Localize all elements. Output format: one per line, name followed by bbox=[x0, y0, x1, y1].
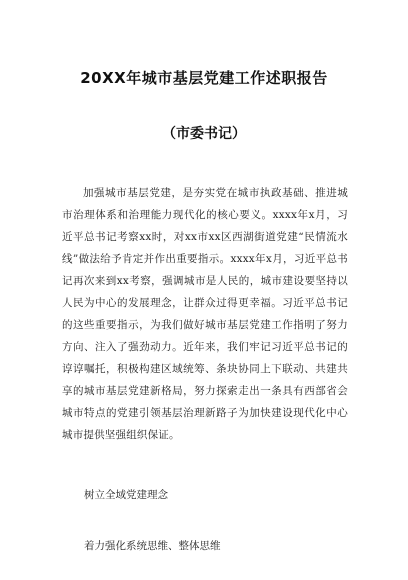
body-paragraph: 加强城市基层党建，是夯实党在城市执政基础、推进城市治理体系和治理能力现代化的核心要义。xxxx年x月，习近平总书记考察xx时，对xx市xx区西湖街道党建“民情流水线”做法给予肯定并作出重要指示。xxxx年x月，习近平总书记再次来到xx考察，强调城市是人民的，城市建设要坚持以人民为中心的发展理念，让群众过得更幸福。习近平总书记的这些重要指示，为我们做好城市基层党建工作指明了努力方向、注入了强劲动力。近年来，我们牢记习近平总书记的谆谆嘱托，积极构建区域统筹、条块协同上下联动、共建共享的城市基层党建新格局，努力探索走出一条具有西部省会城市特点的党建引领基层治理新路子为加快建设现代化中心城市提供坚强组织保证。 bbox=[62, 187, 348, 441]
section-heading: 树立全域党建理念 bbox=[84, 489, 168, 501]
document-title: 20XX年城市基层党建工作述职报告 bbox=[80, 69, 328, 87]
document-subtitle: （市委书记） bbox=[162, 126, 246, 142]
subsection-heading: 着力强化系统思维、整体思维 bbox=[84, 540, 221, 552]
